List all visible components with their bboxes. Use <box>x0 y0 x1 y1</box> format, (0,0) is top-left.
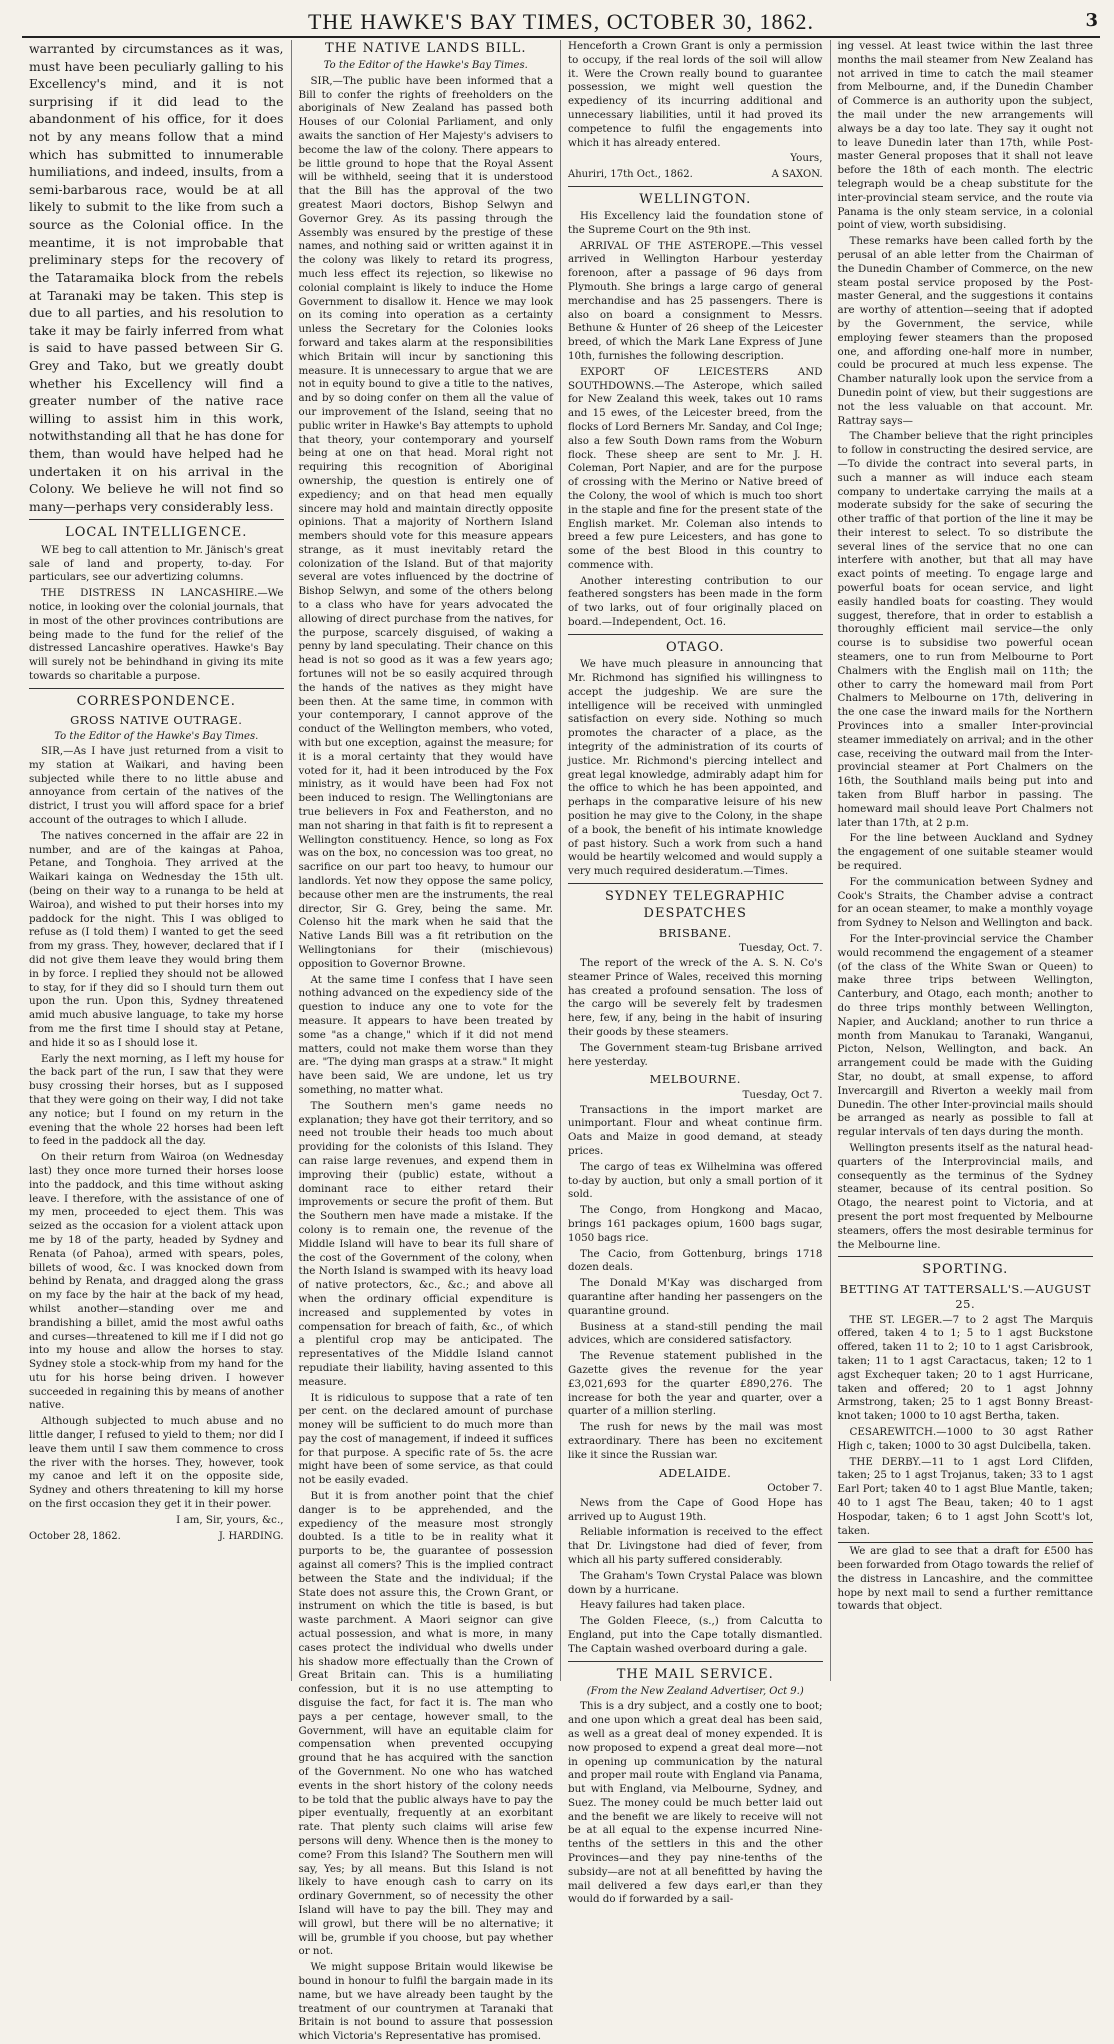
article-heading: GROSS NATIVE OUTRAGE. <box>70 713 243 728</box>
news-paragraph: ARRIVAL OF THE ASTEROPE.—This vessel arrived in Wellington Harbour yesterday forenoon, after a passage of 96 days from Plymouth. She brings a large cargo of general merchandise and has 25 passengers. There is also on board a consignment to Messrs. Bethune & Hunter of 26 sheep of the Leicester breed, of which the Mark Lane Express of June 10th, furnishes the following description. <box>568 239 823 362</box>
correspondence-heading: CORRESPONDENCE. <box>29 688 284 710</box>
letter-paragraph: But it is from another point that the chief danger is to be apprehended, and the expediency of the measure most strongly doubted. Is a title to be in reality what it purports to be, the guarantee of possession against all comers? This is the implied contract between the State and the individual; if the State does not assure this, the Crown Grant, or instrument on which the title is based, is but waste parchment. A Maori seignor can give actual possession, and what is more, in many cases protect the individual who dwells under his shadow more effectually than the Crown of Great Britain can. This is a humiliating confession, but it is no use attempting to disguise the fact, for fact it is. The man who pays a per centage, however small, to the Government, will have an equitable claim for compensation when prevented occupying ground that he has acquired with the sanction of the Government. No one who has watched events in the short history of the colony needs to be told that the public always have to pay the piper eventually, frequently at an exorbitant rate. That plenty such claims will arise few persons will deny. Whence then is the money to come? From this Island? The Southern men will say, Yes; by all means. But this Island is not likely to have enough cash to carry on its ordinary Government, so of necessity the other Island will have to pay the bill. They may and will growl, but there will be no alternative; it will be, grumble if you choose, but pay whether or not. <box>298 1490 553 1958</box>
column-2 <box>292 40 562 2043</box>
letter-date: October 28, 1862. <box>29 1530 121 1542</box>
news-paragraph: The Revenue statement published in the Gazette gives the revenue for the year £3,021,693 for the quarter £890,276. The increase for both the year and quarter, over a quarter of a million sterling. <box>568 1350 823 1418</box>
news-paragraph: ing vessel. At least twice within the last three months the mail steamer from New Zealand has not arrived in time to catch the mail steamer from Melbourne, and, if the Dunedin Chamber of Commerce is an authority upon the subject, the mail under the new arrangements will always be a day too late. They say it ought not to leave Dunedin later than 17th, while Post-master General proposes that it shall not leave before the 18th of each month. The electric telegraph would be a cheap substitute for the inter-provincial steam service, and the route via Panama is the only steam service, in a colonial point of view, worth subsidising. <box>837 40 1093 232</box>
news-paragraph: CESAREWITCH.—1000 to 30 agst Rather High c, taken; 1000 to 30 agst Dulcibella, taken. <box>837 1425 1093 1452</box>
letter-paragraph: The natives concerned in the affair are 22 in number, and are of the kaingas at Pahoa, Petane, and Tonghoia. They arrived at the Waikari kainga on Wednesday the 15th ult. (being on their way to a runanga to be held at Wairoa), and wished to put their horses into my paddock for the night. This I was obliged to refuse as (I told them) I wanted to get the seed from my grass. They, however, declared that if I did not give them leave they would bring them in by force. I replied they should not be allowed to stay, for if they did so I should turn them out upon the run. Upon this, Sydney threatened amid much abusive language, to take my horse from me the first time I should stay at Petane, and hide it so as I should lose it. <box>29 829 284 1049</box>
article-subheading: To the Editor of the Hawke's Bay Times. <box>54 730 259 742</box>
letter-paragraph: We might suppose Britain would likewise be bound in honour to fulfil the bargain made in its name, but we have already been taught by the treatment of our countrymen at Taranaki that Britain is not bound to assure that possession which Victoria's Representative has promised. <box>298 1961 553 2043</box>
news-paragraph: The report of the wreck of the A. S. N. Co's steamer Prince of Wales, received this morning has created a profound sensation. The loss of the cargo will be severely felt by tradesmen here, few, if any, being in the habit of insuring their goods by these steamers. <box>568 957 823 1039</box>
column-1 <box>22 40 292 1681</box>
divider <box>838 1542 1094 1543</box>
news-paragraph: Heavy failures had taken place. <box>580 1599 746 1612</box>
leader-text: warranted by circumstances as it was, must have been peculiarly galling to his Excellency's mind, and it is not surprising if it did lead to the abandonment of his office, for it does not by any means follow that a mind which has submitted to innumerable humiliations, and indeed, insults, from a semi-barbarous race, would be at all likely to submit to the like from such a source as the Colonial office. In the meantime, it is not improbable that preliminary steps for the recovery of the Tataramaika block from the rebels at Taranaki may be taken. This step is due to all parties, and his resolution to take it may be fairly inferred from what is said to have passed between Sir G. Grey and Tako, but we greatly doubt whether his Excellency will find a greater number of the native race willing to assist him in this work, notwithstanding all that he has done for them, than would have helped had he undertaken it on his arrival in the Colony. We believe he will not find so many—perhaps very considerably less. <box>29 41 284 514</box>
dateline: Tuesday, Oct 7. <box>742 1088 823 1101</box>
news-paragraph: We have much pleasure in announcing that Mr. Richmond has signified his willingness to accept the judgeship. We are sure the intelligence will be received with unmingled satisfaction on every side. Nothing so much promotes the character of a place, as the integrity of the administration of its courts of justice. Mr. Richmond's piercing intellect and great legal knowledge, admirably adapt him for the office to which he has been appointed, and perhaps in the comparative leisure of his new position he may give to the Colony, in the shape of a book, the benefit of his intimate knowledge of past history. Such a work from such a hand would be heartily welcomed and would supply a very much required desideratum.—Times. <box>568 658 823 878</box>
news-paragraph: THE DERBY.—11 to 1 agst Lord Clifden, taken; 25 to 1 agst Trojanus, taken; 33 to 1 agst Earl Port; taken 40 to 1 agst Blue Mantle, taken; 40 to 1 agst The Beau, taken; 40 to 1 agst Hospodar, taken; 6 to 1 agst John Scott's lot, taken. <box>837 1455 1093 1537</box>
subsection-heading: MELBOURNE. <box>649 1072 741 1087</box>
subsection-heading: ADELAIDE. <box>659 1465 732 1480</box>
news-paragraph: These remarks have been called forth by the perusal of an able letter from the Chairman of the Dunedin Chamber of Commerce, on the new steam postal service proposed by the Post-master General, and the suggestions it contains are worthy of attention—seeing that if adopted by the Government, the service, while employing fewer steamers than the proposed one, and affording one-half more in number, could be procured at much less expense. The Chamber naturally look upon the service from a Dunedin point of view, but their suggestions are not the less valuable on that account. Mr. Rattray says— <box>837 235 1093 427</box>
news-paragraph: We are glad to see that a draft for £500 has been forwarded from Otago towards the relief of the distress in Lancashire, and the committee hope by next mail to send a further remittance towards that object. <box>837 1545 1093 1613</box>
column-4 <box>831 40 1101 1681</box>
news-paragraph: His Excellency laid the foundation stone of the Supreme Court on the 9th inst. <box>568 209 823 236</box>
local-paragraph: THE DISTRESS IN LANCASHIRE.—We notice, in looking over the colonial journals, that in most of the other provinces contributions are being made to the fund for the relief of the distressed Lancashire operatives. Hawke's Bay will surely not be behindhand in giving its mite towards so charitable a purpose. <box>29 587 284 683</box>
news-paragraph: The Golden Fleece, (s.,) from Calcutta to England, put into the Cape totally dismantled. The Captain washed overboard during a gale. <box>568 1615 823 1655</box>
news-paragraph: Another interesting contribution to our feathered songsters has been made in the form of two larks, out of four originally placed on board.—Independent, Oct. 16. <box>568 574 823 629</box>
section-heading: SYDNEY TELEGRAPHIC DESPATCHES <box>568 883 823 923</box>
letter-signoff: I am, Sir, yours, &c., <box>176 1513 284 1526</box>
letter-paragraph: Early the next morning, as I left my house for the back part of the run, I saw that they were busy crossing their horses, but as I supposed that they were going on their way, I did not take any notice; but I found on my return in the evening that the whole 22 horses had been left to feed in the paddock all the day. <box>29 1052 284 1148</box>
local-intelligence-heading: LOCAL INTELLIGENCE. <box>29 519 284 541</box>
letter-place: Ahuriri, 17th Oct., 1862. <box>568 169 693 181</box>
local-paragraph: WE beg to call attention to Mr. Jänisch's great sale of land and property, to-day. For particulars, see our advertizing columns. <box>29 543 284 584</box>
columns <box>22 40 1100 2043</box>
section-heading: THE MAIL SERVICE. <box>568 1661 823 1683</box>
article-heading: THE NATIVE LANDS BILL. <box>325 41 527 56</box>
subsection-heading: BETTING AT TATTERSALL'S.—AUGUST 25. <box>839 1281 1091 1312</box>
news-paragraph: The Cacio, from Gottenburg, brings 1718 dozen deals. <box>568 1247 823 1274</box>
news-paragraph: This is a dry subject, and a costly one to boot; and one upon which a great deal has been said, as well as a great deal of money expended. It is now proposed to expend a great deal more—not in opening up communication by the natural and proper mail route with England via Panama, but with England, via Melbourne, Sydney, and Suez. The money could be much better laid out and the benefit we are likely to receive will not be at all equal to the expense incurred Nine-tenths of the settlers in this and the other Provinces—and they pay nine-tenths of the subsidy—are not at all benefitted by having the mail delivered a few days earl,er than they would do if forwarded by a sail- <box>568 1700 823 1906</box>
news-paragraph: The Government steam-tug Brisbane arrived here yesterday. <box>568 1041 823 1068</box>
letter-footer <box>568 168 823 181</box>
letter-paragraph: SIR,—As I have just returned from a visit to my station at Waikari, and having been subjected while there to no little abuse and annoyance from certain of the natives of the district, I trust you will afford space for a brief account of the outrages to which I allude. <box>29 745 284 827</box>
dateline: Tuesday, Oct. 7. <box>739 942 823 955</box>
news-paragraph: News from the Cape of Good Hope has arrived up to August 19th. <box>568 1496 823 1523</box>
news-paragraph: The Graham's Town Crystal Palace was blown down by a hurricane. <box>568 1569 823 1596</box>
letter-paragraph: SIR,—The public have been informed that a Bill to confer the rights of freeholders on the aboriginals of New Zealand has passed both Houses of our Colonial Parliament, and only awaits the sanction of Her Majesty's advisers to become the law of the colony. There appears to be little ground to hope that the Royal Assent will be withheld, seeing that it is understood that the Bill has the approval of the two greatest Maori doctors, Bishop Selwyn and Governor Grey. As its passing through the Assembly was ensured by the prestige of these names, and nothing said or written against it in the colony was likely to retard its progress, much less effect its rejection, so likewise no colonial complaint is likely to induce the Home Government to disallow it. Hence we may look on its coming into operation as a certainty unless the Secretary for the Colonies looks forward and takes alarm at the responsibilities which Britain will incur by sanctioning this measure. It is unnecessary to argue that we are not in equity bound to give a title to the natives, and by so doing confer on them all the value of our improvement of the Island, seeing that no public writer in Hawke's Bay attempts to uphold that theory, your contemporary and yourself being at one on that head. Moral right not requiring this recognition of Aboriginal ownership, the question is entirely one of expediency; and on that head men equally sincere may hold and maintain directly opposite opinions. That a majority of Northern Island members should vote for this measure appears strange, as it must inevitably retard the colonization of the Island. But of that majority several are votes influenced by the doctrine of Bishop Selwyn, and some of the others belong to a class who have for years advocated the allowing of direct purchase from the natives, for the purpose, scarcely disguised, of waking a penny by land speculating. Their chance on this head is not so good as it was a few years ago; fortunes will not be so easily acquired through the hands of the natives as they might have been then. At the same time, in common with your contemporary, I cannot approve of the conduct of the Wellington members, who voted, with but one exception, against the measure; for it is a moral certainty that they would have voted for it, had it been introduced by the Fox ministry, as it would have been had Fox not been induced to resign. The Wellingtonians are true believers in Fox and Featherston, and no man not sharing in that faith is fit to represent a Wellington constituency. Hence, so long as Fox was on the box, no concession was too great, no sacrifice on our part too heavy, to humour our landlords. Yet now they oppose the same policy, because other men are the instruments, the real director, Sir G. Grey, being the same. Mr. Colenso hit the mark when he said that the Native Lands Bill was a fit retribution on the Wellingtonians for their (mischievous) opposition to Governor Browne. <box>298 74 553 970</box>
news-paragraph: Business at a stand-still pending the mail advices, which are considered satisfactory. <box>568 1320 823 1347</box>
news-paragraph: THE ST. LEGER.—7 to 2 agst The Marquis offered, taken 4 to 1; 5 to 1 agst Buckstone offered, taken 11 to 2; 10 to 1 agst Carisbrook, taken; 11 to 1 agst Caractacus, taken; 12 to 1 agst Exchequer taken; 20 to 1 agst Hurricane, taken and offered; 20 to 1 agst Johnny Armstrong, taken; 25 to 1 agst Bonny Breast-knot taken; 1000 to 10 agst Bertha, taken. <box>837 1313 1093 1423</box>
article-source: (From the New Zealand Advertiser, Oct 9.) <box>586 1685 804 1697</box>
letter-signature: A SAXON. <box>771 169 823 181</box>
letter-paragraph: Although subjected to much abuse and no little danger, I refused to yield to them; nor did I leave them until I saw them commence to cross the river with the horses. They, however, took my canoe and left it on the opposite side, Sydney and others threatening to kill my horse on the first occasion they get it in their power. <box>29 1415 284 1511</box>
letter-signature: J. HARDING. <box>218 1530 284 1542</box>
letter-footer <box>29 1530 284 1543</box>
news-paragraph: The cargo of teas ex Wilhelmina was offered to-day by auction, but only a small portion of it sold. <box>568 1160 823 1201</box>
news-paragraph: The rush for news by the mail was most extraordinary. There has been no excitement like it since the Russian war. <box>568 1421 823 1461</box>
page-title: THE HAWKE'S BAY TIMES, OCTOBER 30, 1862. <box>307 9 815 34</box>
news-paragraph: The Congo, from Hongkong and Macao, brings 161 packages opium, 1600 bags sugar, 1050 bags rice. <box>568 1204 823 1244</box>
news-paragraph: The Chamber believe that the right principles to follow in constructing the desired service, are—To divide the contract into several parts, in such a manner as will induce each steam company to undertake carrying the mails at a moderate subsidy for the sake of securing the other traffic of that portion of the line it may be their interest to select. To so distribute the several lines of the service that no one can interfere with another, but that all may have exact points of meeting. To engage large and powerful boats for ocean service, and light easily handled boats for coasting. They would suggest, therefore, that in order to establish a thoroughly efficient mail service—the only course is to subsidise two powerful ocean steamers, one to run from Melbourne to Port Chalmers with the English mail on 11th; the other to carry the homeward mail from Port Chalmers to Melbourne on 17th, delivering in the one case the inward mails for the Northern Provinces into a smaller Inter-provincial steamer immediately on arrival; and in the other case, receiving the outward mail from the Inter-provincial steamer at Port Chalmers on the 16th, the Southland mails being put into and taken from Bluff harbor in passing. The homeward mail should leave Port Chalmers not later than 17th, at 2 p.m. <box>837 430 1093 829</box>
news-paragraph: The Donald M'Kay was discharged from quarantine after handing her passengers on the quarantine ground. <box>568 1277 823 1317</box>
letter-paragraph: It is ridiculous to suppose that a rate of ten per cent. on the declared amount of purchase money will be sufficient to do much more than pay the cost of management, if indeed it suffices for that purpose. A specific rate of 5s. the acre might have been of some service, as that could not be easily evaded. <box>298 1391 553 1487</box>
article-subheading: To the Editor of the Hawke's Bay Times. <box>323 60 528 72</box>
letter-paragraph: The Southern men's game needs no explanation; they have got their territory, and so need not trouble their heads too much about providing for the colonists of this Island. They can raise large revenues, and expend them in improving their (public) estate, without a dominant race to either retard their improvements or secure the profit of them. But the Southern men have made a mistake. If the colony is to remain one, the revenue of the Middle Island will have to bear its full share of the cost of the Government of the colony, when the North Island is swamped with its heavy load of native protectors, &c., &c.; and above all when the ordinary official expenditure is increased and supplemented by votes in compensation for breach of faith, &c., of which a plentiful crop may be anticipated. The representatives of the Middle Island cannot repudiate their liability, having assented to this measure. <box>298 1099 553 1388</box>
news-paragraph: Reliable information is received to the effect that Dr. Livingstone had died of fever, from which all his party suffered considerably. <box>568 1526 823 1566</box>
dateline: October 7. <box>767 1481 823 1494</box>
letter-paragraph: Henceforth a Crown Grant is only a permission to occupy, if the real lords of the soil will allow it. Were the Crown really bound to guarantee possession, we might well question the expediency of its incurring additional and unnecessary liabilities, until it had proved its competence to fulfil the engagements into which it has already entered. <box>568 40 823 149</box>
news-paragraph: EXPORT OF LEICESTERS AND SOUTHDOWNS.—The Asterope, which sailed for New Zealand this week, takes out 10 rams and 15 ewes, of the Leicester breed, from the flocks of Lord Berners Mr. Sanday, and Col Inge; also a few South Down rams from the Woburn flock. These sheep are sent to Mr. J. H. Coleman, Port Napier, and are for the purpose of crossing with the Merino or Native breed of the Colony, the wool of which is much too short in the staple and fine for the present state of the English market. Mr. Coleman also intends to breed a few pure Leicesters, and has gone to some of the best Blood in this country to commence with. <box>568 365 823 571</box>
section-heading: OTAGO. <box>568 634 823 656</box>
letter-signoff: Yours, <box>790 152 823 165</box>
news-paragraph: For the line between Auckland and Sydney the engagement of one suitable steamer would be required. <box>837 832 1093 873</box>
section-heading: WELLINGTON. <box>568 186 823 208</box>
news-paragraph: Wellington presents itself as the natural head-quarters of the Interprovincial mails, and consequently as the terminus of the Sydney steamer, because of its central position. So Otago, the nearest point to Victoria, and at present the port most frequented by Melbourne steamers, offers the most desirable terminus for the Melbourne line. <box>837 1141 1093 1251</box>
news-paragraph: For the communication between Sydney and Cook's Straits, the Chamber advise a contract for an ocean steamer, to make a monthly voyage from Sydney to Nelson and Wellington and back. <box>837 875 1093 930</box>
news-paragraph: For the Inter-provincial service the Chamber would recommend the engagement of a steamer (of the class of the White Swan or Queen) to make three trips between Wellington, Canterbury, and Otago, each month; another to do three trips monthly between Wellington, Napier, and Auckland; another to run thrice a month from Manukau to Taranaki, Wanganui, Picton, Nelson, Wellington, and back. An arrangement could be made with the Guiding Star, no doubt, at small expense, to afford Invercargill and Riverton a weekly mail from Dunedin. The other Inter-provincial mails should be arranged as nearly as possible to fall at regular intervals of ten days during the month. <box>837 933 1093 1139</box>
column-3 <box>561 40 831 1906</box>
subsection-heading: BRISBANE. <box>658 925 732 940</box>
section-heading: SPORTING. <box>838 1256 1094 1278</box>
letter-paragraph: On their return from Wairoa (on Wednesday last) they once more turned their horses loose into the paddock, and this time without asking leave. I therefore, with the assistance of one of my men, proceeded to eject them. This was seized as the occasion for a violent attack upon me by 18 of the party, headed by Sydney and Renata (of Pahoa), armed with spears, poles, billets of wood, &c. I was knocked down from behind by Renata, and dragged along the grass on my face by the hair at the back of my head, whilst another—standing over me and brandishing a billet, amid the most awful oaths and curses—threatened to kill me if I did not go into my house and allow the horses to stay. Sydney stole a stock-whip from my hand for the utu for his horse being driven. I however succeeded in regaining this by means of another native. <box>29 1151 284 1412</box>
letter-paragraph: At the same time I confess that I have seen nothing advanced on the expediency side of the question to induce any one to vote for the measure. It appears to have been treated by some "as a change," which if it did not mend matters, could not make them worse than they are. "The dying man grasps at a straw." It might have been said, We are undone, let us try something, no matter what. <box>298 973 553 1096</box>
page-number: 3 <box>1085 10 1098 31</box>
masthead <box>22 6 1100 38</box>
news-paragraph: Transactions in the import market are unimportant. Flour and wheat continue firm. Oats and Maize in good demand, at steady prices. <box>568 1103 823 1158</box>
